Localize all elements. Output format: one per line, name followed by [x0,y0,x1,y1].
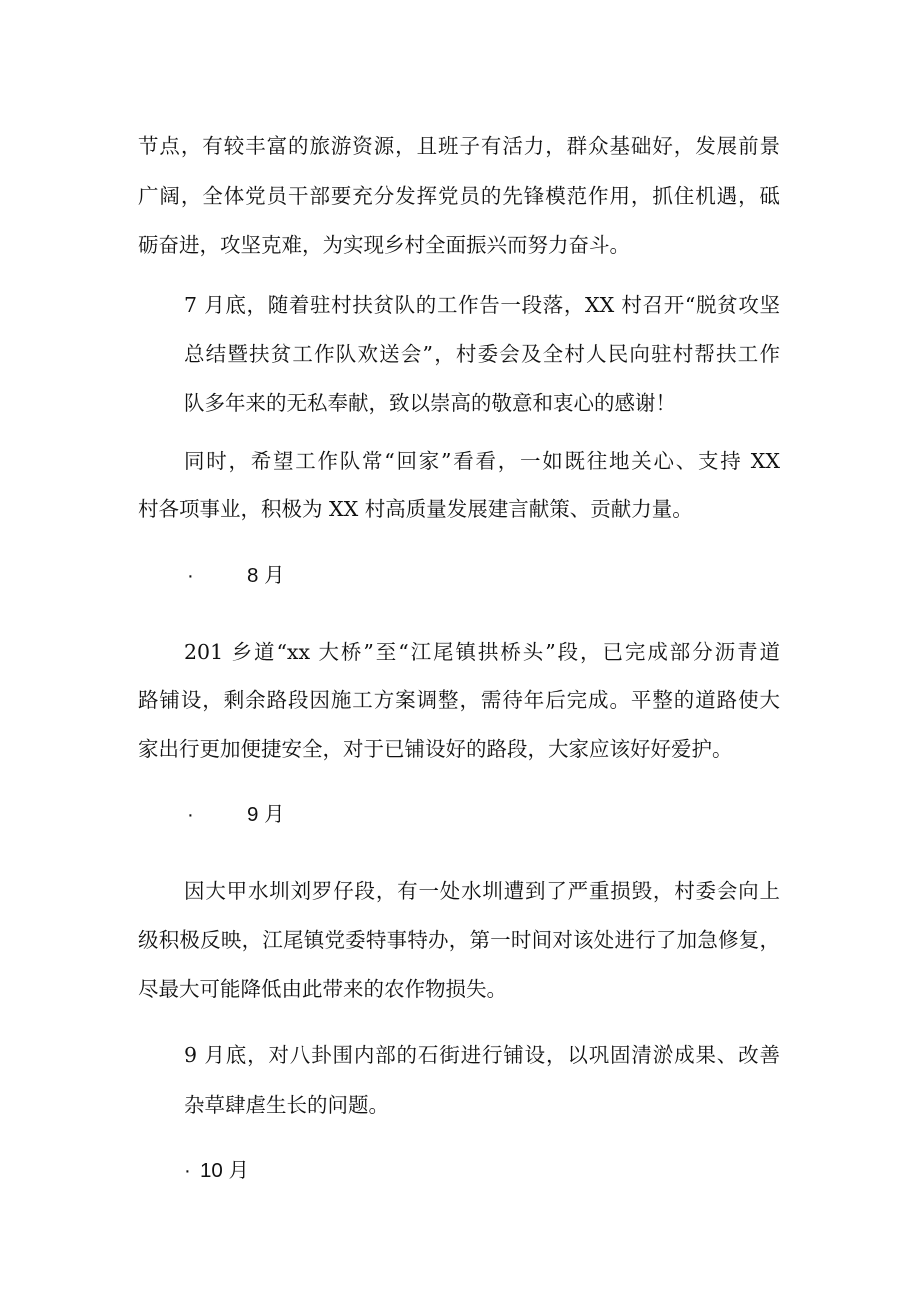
month-label: 9 月 [247,803,285,826]
text-line: 同时，希望工作队常“回家”看看，一如既往地关心、支持 XX [184,449,780,473]
bullet: · [184,1159,191,1182]
text-line: 尽最大可能降低由此带来的农作物损失。 [138,977,507,1001]
bullet: · [187,803,194,826]
text-line: 路铺设，剩余路段因施工方案调整，需待年后完成。平整的道路使大 [138,688,780,712]
text-line: 队多年来的无私奉献，致以崇高的敬意和衷心的感谢！ [184,391,676,415]
text-line: 杂草肆虐生长的问题。 [184,1093,389,1117]
text-line: 村各项事业，积极为 XX 村高质量发展建言献策、贡献力量。 [138,497,693,521]
text-line: 家出行更加便捷安全，对于已铺设好的路段，大家应该好好爱护。 [138,737,733,761]
text-line: 因大甲水圳刘罗仔段，有一处水圳遭到了严重损毁，村委会向上 [184,879,780,903]
text-line: 砺奋进，攻坚克难，为实现乡村全面振兴而努力奋斗。 [138,233,630,257]
text-line: 7 月底，随着驻村扶贫队的工作告一段落，XX 村召开“脱贫攻坚 [184,293,780,317]
text-line: 总结暨扶贫工作队欢送会”，村委会及全村人民向驻村帮扶工作 [184,342,780,366]
month-label: 8 月 [247,564,285,587]
text-line: 201 乡道“xx 大桥”至“江尾镇拱桥头”段，已完成部分沥青道 [184,640,780,664]
text-line: 广阔，全体党员干部要充分发挥党员的先锋模范作用，抓住机遇，砥 [138,184,780,208]
text-line: 9 月底，对八卦围内部的石街进行铺设，以巩固清淤成果、改善 [184,1043,780,1067]
text-line: 节点，有较丰富的旅游资源，且班子有活力，群众基础好，发展前景 [138,134,780,158]
text-line: 级积极反映，江尾镇党委特事特办，第一时间对该处进行了加急修复， [138,928,780,952]
bullet: · [187,564,194,587]
month-label: 10 月 [200,1159,249,1182]
